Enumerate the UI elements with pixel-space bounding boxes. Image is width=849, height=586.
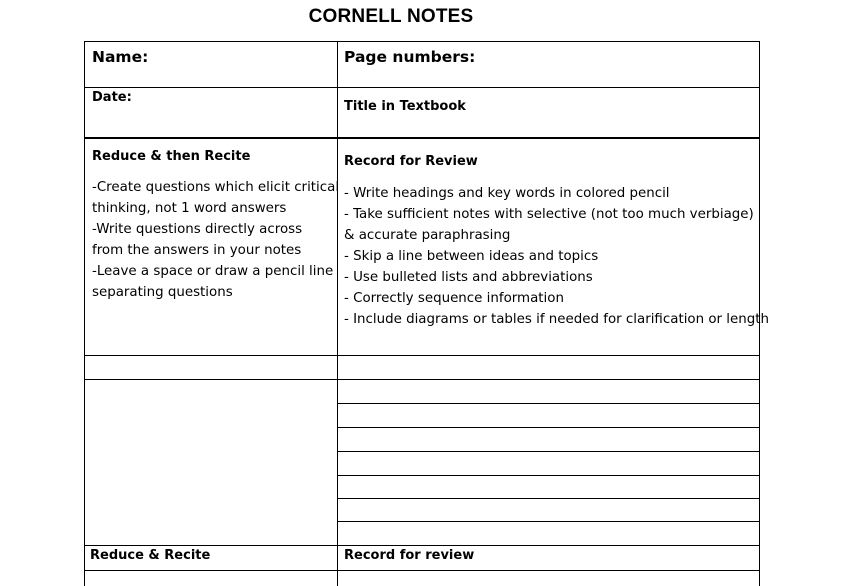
instruction-line: - Use bulleted lists and abbreviations — [344, 270, 593, 285]
reduce-recite-heading: Reduce & then Recite — [92, 149, 251, 164]
top-border — [84, 41, 760, 42]
footer-reduce-recite-label: Reduce & Recite — [90, 548, 211, 563]
note-line — [337, 475, 760, 476]
instruction-line: -Write questions directly across — [92, 222, 303, 237]
name-label: Name: — [92, 48, 149, 66]
instruction-line: & accurate paraphrasing — [344, 228, 511, 243]
title-textbook-label: Title in Textbook — [344, 99, 466, 114]
note-line — [337, 403, 760, 404]
left-instructions — [92, 177, 339, 303]
record-review-heading: Record for Review — [344, 154, 478, 169]
note-line — [337, 498, 760, 499]
instruction-line: - Correctly sequence information — [344, 291, 564, 306]
date-label: Date: — [92, 90, 132, 105]
note-line — [337, 521, 760, 522]
rule-name-date — [84, 87, 760, 88]
instruction-line: separating questions — [92, 285, 233, 300]
page-title: CORNELL NOTES — [308, 6, 474, 27]
rule-date-content — [84, 137, 760, 139]
rule-content-end — [84, 355, 760, 356]
instruction-line: - Write headings and key words in colored pencil — [344, 186, 670, 201]
rule-blank-row — [84, 379, 760, 380]
instruction-line: - Take sufficient notes with selective (not too much verbiage) — [344, 207, 754, 222]
instruction-line: from the answers in your notes — [92, 243, 302, 258]
page-numbers-label: Page numbers: — [344, 48, 476, 66]
left-border — [84, 41, 85, 586]
instruction-line: thinking, not 1 word answers — [92, 201, 287, 216]
instruction-line: -Leave a space or draw a pencil line — [92, 264, 334, 279]
instruction-line: - Include diagrams or tables if needed for clarification or length — [344, 312, 769, 327]
column-divider — [337, 41, 338, 586]
note-line — [337, 427, 760, 428]
note-line — [337, 451, 760, 452]
instruction-line: -Create questions which elicit critical — [92, 180, 340, 195]
footer-record-review-label: Record for review — [344, 548, 475, 563]
rule-footer-bottom — [84, 570, 760, 571]
right-instructions — [344, 183, 769, 330]
instruction-line: - Skip a line between ideas and topics — [344, 249, 599, 264]
